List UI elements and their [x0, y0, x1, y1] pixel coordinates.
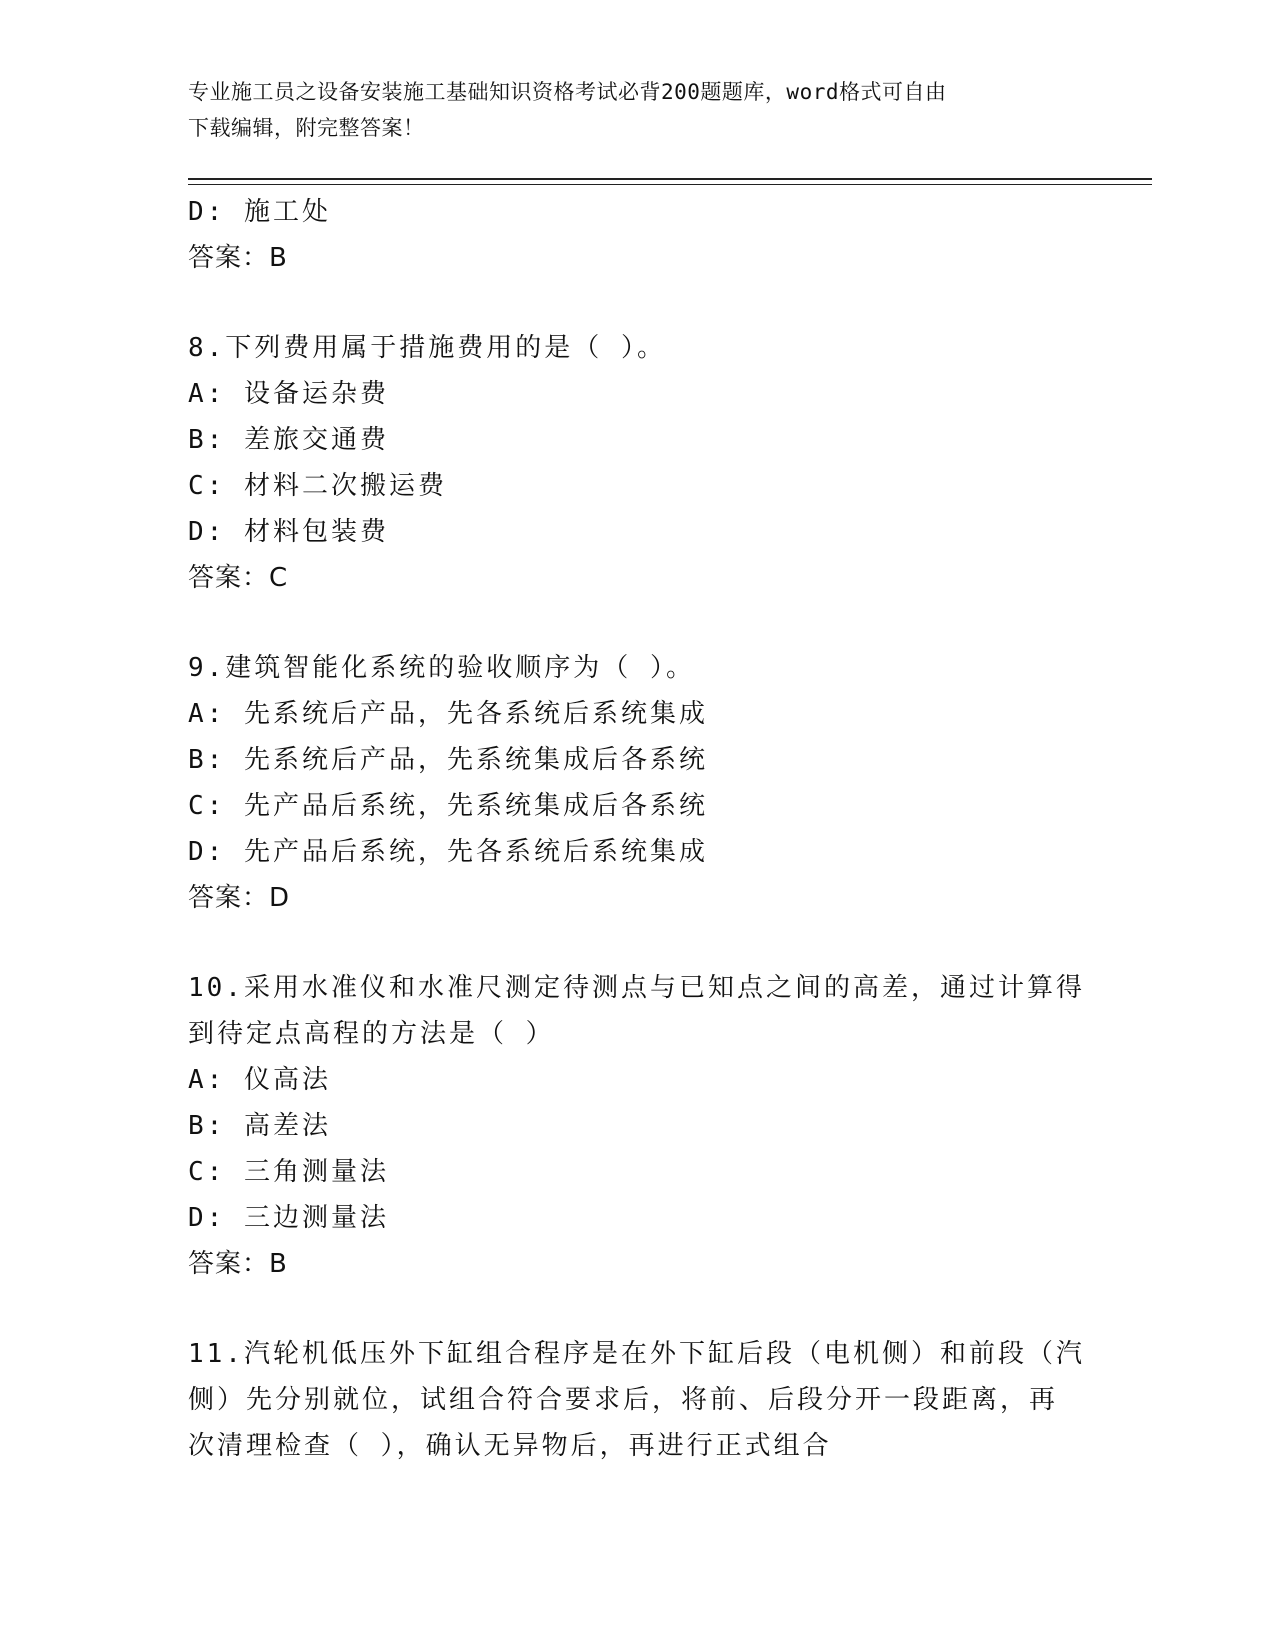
header-title-line-2: 下载编辑，附完整答案！: [188, 116, 425, 140]
question-8-option-c: C: 材料二次搬运费: [188, 471, 447, 501]
question-9: [188, 645, 1088, 921]
question-8: [188, 325, 1088, 601]
question-10-option-a: A: 仪高法: [188, 1065, 331, 1095]
header-title-line-1: 专业施工员之设备安装施工基础知识资格考试必背200题题库，word格式可自由: [188, 80, 947, 104]
question-7-option-d: D: 施工处: [188, 197, 331, 227]
question-10-option-c: C: 三角测量法: [188, 1157, 389, 1187]
question-10-stem-line-1: 10.采用水准仪和水准尺测定待测点与已知点之间的高差，通过计算得: [188, 973, 1085, 1003]
question-8-option-a: A: 设备运杂费: [188, 379, 389, 409]
question-10-option-d: D: 三边测量法: [188, 1203, 389, 1233]
question-10-answer: 答案：B: [188, 1249, 288, 1279]
document-header: [188, 74, 1068, 146]
question-9-option-a: A: 先系统后产品，先各系统后系统集成: [188, 699, 708, 729]
question-10: [188, 965, 1088, 1287]
question-10-option-b: B: 高差法: [188, 1111, 331, 1141]
question-11-stem-line-1: 11.汽轮机低压外下缸组合程序是在外下缸后段（电机侧）和前段（汽: [188, 1339, 1085, 1369]
question-8-option-d: D: 材料包装费: [188, 517, 389, 547]
question-11-stem-line-2: 侧）先分别就位，试组合符合要求后，将前、后段分开一段距离，再: [188, 1385, 1059, 1415]
question-10-stem-line-2: 到待定点高程的方法是（ ）: [188, 1019, 555, 1049]
question-9-option-b: B: 先系统后产品，先系统集成后各系统: [188, 745, 708, 775]
question-9-option-d: D: 先产品后系统，先各系统后系统集成: [188, 837, 708, 867]
question-7-tail: [188, 189, 1088, 281]
question-8-stem: 8.下列费用属于措施费用的是（ ）。: [188, 333, 666, 363]
question-8-option-b: B: 差旅交通费: [188, 425, 389, 455]
header-divider-thin: [188, 184, 1152, 185]
question-11: [188, 1331, 1088, 1469]
question-9-stem: 9.建筑智能化系统的验收顺序为（ ）。: [188, 653, 695, 683]
question-7-answer: 答案：B: [188, 243, 288, 273]
question-9-answer: 答案：D: [188, 883, 291, 913]
question-9-option-c: C: 先产品后系统，先系统集成后各系统: [188, 791, 708, 821]
header-divider-thick: [188, 178, 1152, 180]
question-list: [188, 189, 1088, 1469]
question-8-answer: 答案：C: [188, 563, 289, 593]
question-11-stem-line-3: 次清理检查（ ），确认无异物后，再进行正式组合: [188, 1431, 832, 1461]
